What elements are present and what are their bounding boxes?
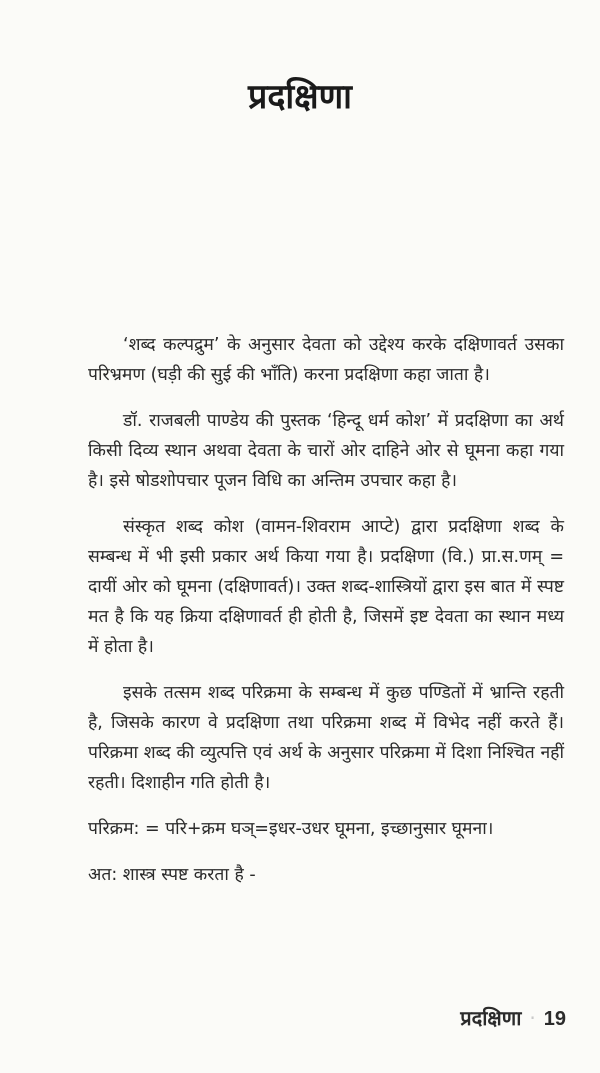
- paragraph-formula: परिक्रम: = परि+क्रम घञ्=इधर-उधर घूमना, इच्छानुसार घूमना।: [88, 819, 494, 839]
- paragraph-3: संस्कृत शब्द कोश (वामन-शिवराम आप्टे) द्वारा प्रदक्षिणा शब्द के सम्बन्ध में भी इसी प्रकार अर्थ किया गया है। प्रदक्षिणा (वि.) प्रा.स.णम् = दायीं ओर को घूमना (दक्षिणावर्त)। उक्त शब्द-शास्त्रियों द्वारा इस बात में स्पष्ट मत है कि यह क्रिया दक्षिणावर्त ही होती है, जिसमें इष्ट देवता का स्थान मध्य में होता है।: [88, 517, 564, 657]
- page-number: 19: [543, 1008, 566, 1030]
- page-footer: [460, 1004, 566, 1031]
- body-text: [88, 330, 564, 906]
- page-title: प्रदक्षिणा: [248, 77, 352, 117]
- paragraph-final: अत: शास्त्र स्पष्ट करता है -: [88, 865, 256, 885]
- paragraph-1: ‘शब्द कल्पद्रुम’ के अनुसार देवता को उद्देश्य करके दक्षिणावर्त उसका परिभ्रमण (घड़ी की सुई की भाँति) करना प्रदक्षिणा कहा जाता है।: [88, 335, 564, 385]
- paragraph-2: डॉ. राजबली पाण्डेय की पुस्तक ‘हिन्दू धर्म कोश’ में प्रदक्षिणा का अर्थ किसी दिव्य स्थान अथवा देवता के चारों ओर दाहिने ओर से घूमना कहा गया है। इसे षोडशोपचार पूजन विधि का अन्तिम उपचार कहा है।: [88, 411, 564, 491]
- footer-separator: ·: [529, 1006, 536, 1030]
- paragraph-4: इसके तत्सम शब्द परिक्रमा के सम्बन्ध में कुछ पण्डितों में भ्रान्ति रहती है, जिसके कारण वे प्रदक्षिणा तथा परिक्रमा शब्द में विभेद नहीं करते हैं। परिक्रमा शब्द की व्युत्पत्ति एवं अर्थ के अनुसार परिक्रमा में दिशा निश्चित नहीं रहती। दिशाहीन गति होती है।: [88, 683, 564, 793]
- running-title: प्रदक्षिणा: [460, 1006, 522, 1030]
